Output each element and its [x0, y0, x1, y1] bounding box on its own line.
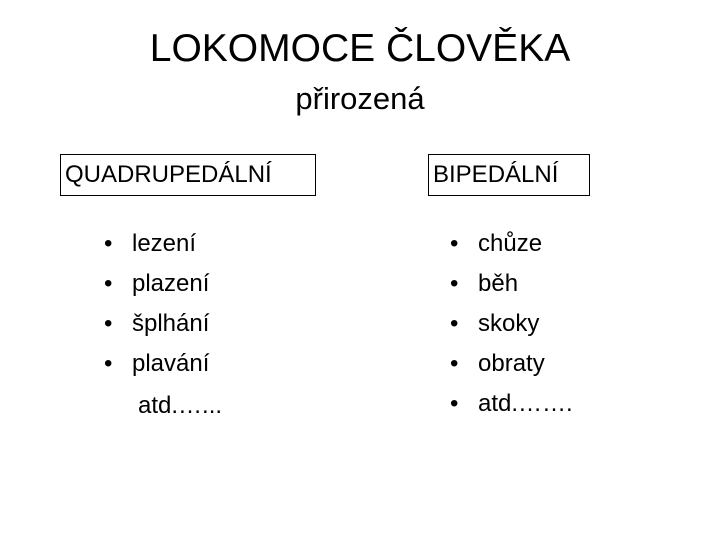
- list-item-text: atd.…….: [478, 390, 573, 417]
- bipedal-list: [450, 224, 650, 424]
- bullet-icon: •: [450, 270, 459, 297]
- bullet-icon: •: [450, 350, 459, 377]
- list-item-text: šplhání: [132, 310, 210, 337]
- slide-title: LOKOMOCE ČLOVĚKA: [149, 27, 571, 70]
- quadrupedal-header-box: QUADRUPEDÁLNÍ: [60, 154, 316, 196]
- bullet-icon: •: [450, 230, 459, 257]
- list-item: [104, 224, 304, 264]
- list-item-text: skoky: [478, 310, 540, 337]
- list-item-text: plazení: [132, 270, 210, 297]
- bullet-icon: •: [104, 230, 113, 257]
- list-item-text: běh: [478, 270, 519, 297]
- list-item-text: obraty: [478, 350, 545, 377]
- list-item: [450, 224, 650, 264]
- bullet-icon: •: [104, 270, 113, 297]
- bullet-icon: •: [450, 310, 459, 337]
- bipedal-header-box: BIPEDÁLNÍ: [428, 154, 590, 196]
- subtitle-text: přirozená: [295, 81, 425, 116]
- quadrupedal-list: [104, 224, 304, 384]
- list-item: [450, 264, 650, 304]
- list-item: [104, 304, 304, 344]
- list-item: [104, 264, 304, 304]
- list-item: [450, 344, 650, 384]
- list-item-text: lezení: [132, 230, 197, 257]
- bullet-icon: •: [104, 310, 113, 337]
- list-item-text: chůze: [478, 230, 543, 257]
- quadrupedal-etc-text: atd.…...: [138, 392, 223, 419]
- bullet-icon: •: [450, 390, 459, 417]
- slide-subtitle: [0, 80, 720, 118]
- list-item-text: plavání: [132, 350, 210, 377]
- bullet-icon: •: [104, 350, 113, 377]
- list-item: [104, 344, 304, 384]
- list-item: [450, 304, 650, 344]
- list-item: [450, 384, 650, 424]
